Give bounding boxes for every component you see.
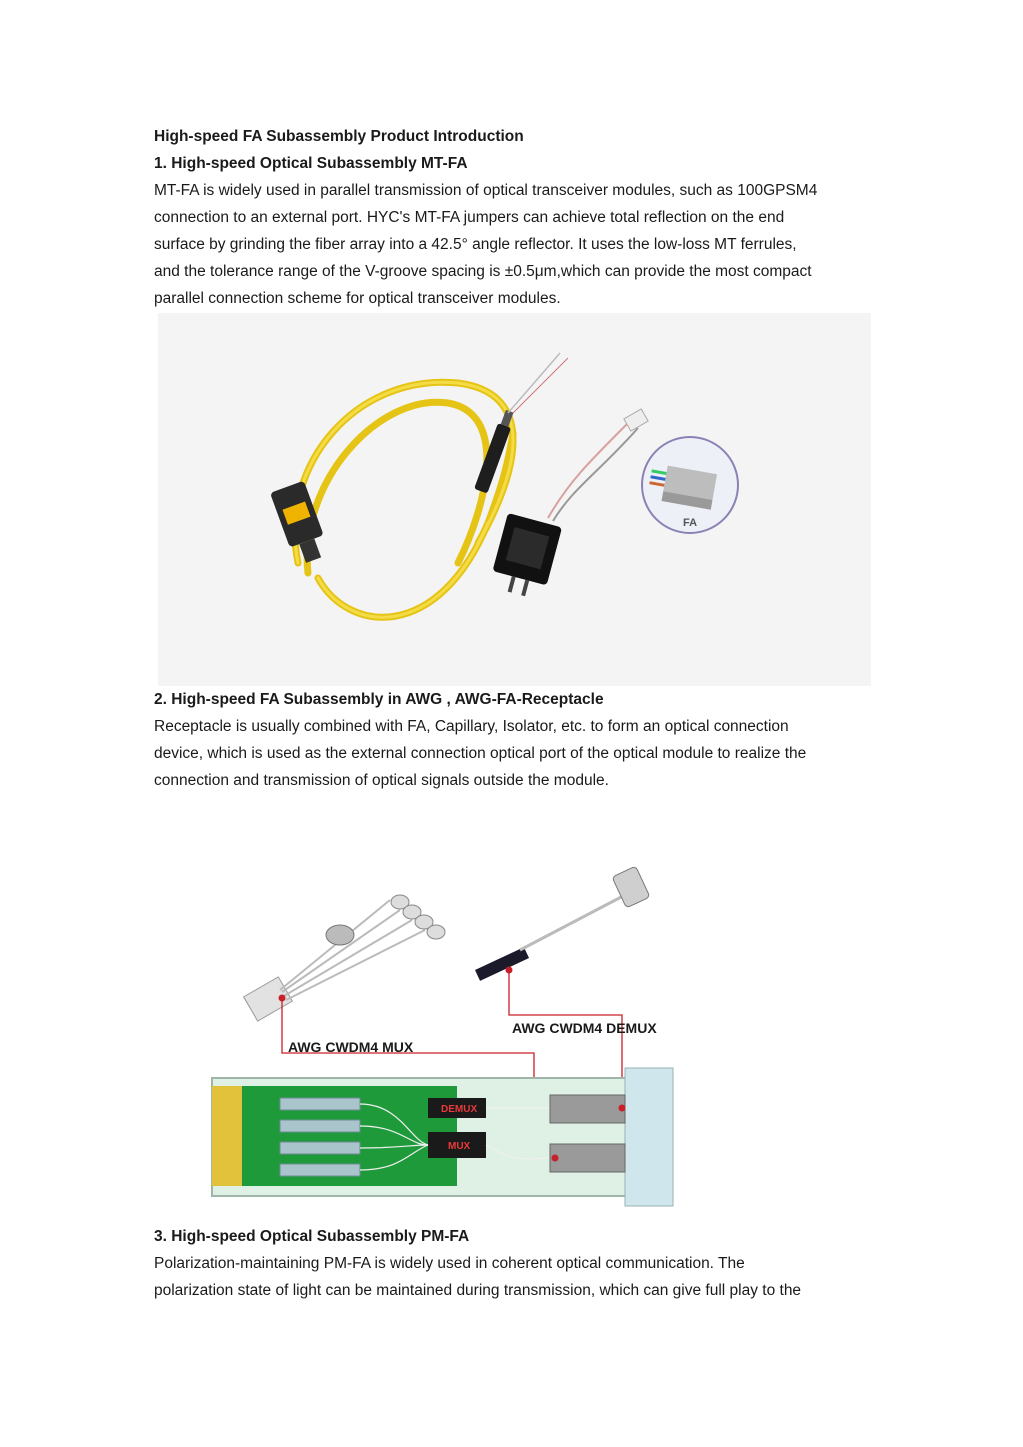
label-awg-demux: AWG CWDM4 DEMUX	[512, 1020, 657, 1036]
awg-receptacle-diagram	[200, 840, 690, 1220]
chip-demux-label: DEMUX	[441, 1104, 478, 1115]
paragraph-line: device, which is used as the external connection optical port of the optical module to realize the	[154, 745, 807, 762]
mt-fa-product-image	[158, 313, 871, 686]
paragraph-line: MT-FA is widely used in parallel transmission of optical transceiver modules, such as 100GPSM4	[154, 182, 818, 199]
section-1-heading: 1. High-speed Optical Subassembly MT-FA	[154, 155, 468, 172]
label-awg-mux: AWG CWDM4 MUX	[288, 1039, 414, 1055]
document-title: High-speed FA Subassembly Product Introduction	[154, 128, 524, 145]
paragraph-line: parallel connection scheme for optical transceiver modules.	[154, 290, 561, 307]
paragraph-line: and the tolerance range of the V-groove spacing is ±0.5μm,which can provide the most compact	[154, 263, 812, 280]
fa-inset-label: FA	[683, 517, 698, 529]
paragraph-line: polarization state of light can be maintained during transmission, which can give full play to the	[154, 1282, 802, 1299]
paragraph-line: surface by grinding the fiber array into a 42.5° angle reflector. It uses the low-loss MT ferrules,	[154, 236, 797, 253]
paragraph-line: Receptacle is usually combined with FA, Capillary, Isolator, etc. to form an optical connection	[154, 718, 789, 735]
paragraph-line: connection and transmission of optical signals outside the module.	[154, 772, 609, 789]
chip-mux-label: MUX	[448, 1141, 471, 1152]
paragraph-line: connection to an external port. HYC's MT-FA jumpers can achieve total reflection on the end	[154, 209, 785, 226]
paragraph-line: Polarization-maintaining PM-FA is widely used in coherent optical communication. The	[154, 1255, 745, 1272]
section-3-heading: 3. High-speed Optical Subassembly PM-FA	[154, 1228, 470, 1245]
section-2-heading: 2. High-speed FA Subassembly in AWG , AWG-FA-Receptacle	[154, 691, 604, 708]
